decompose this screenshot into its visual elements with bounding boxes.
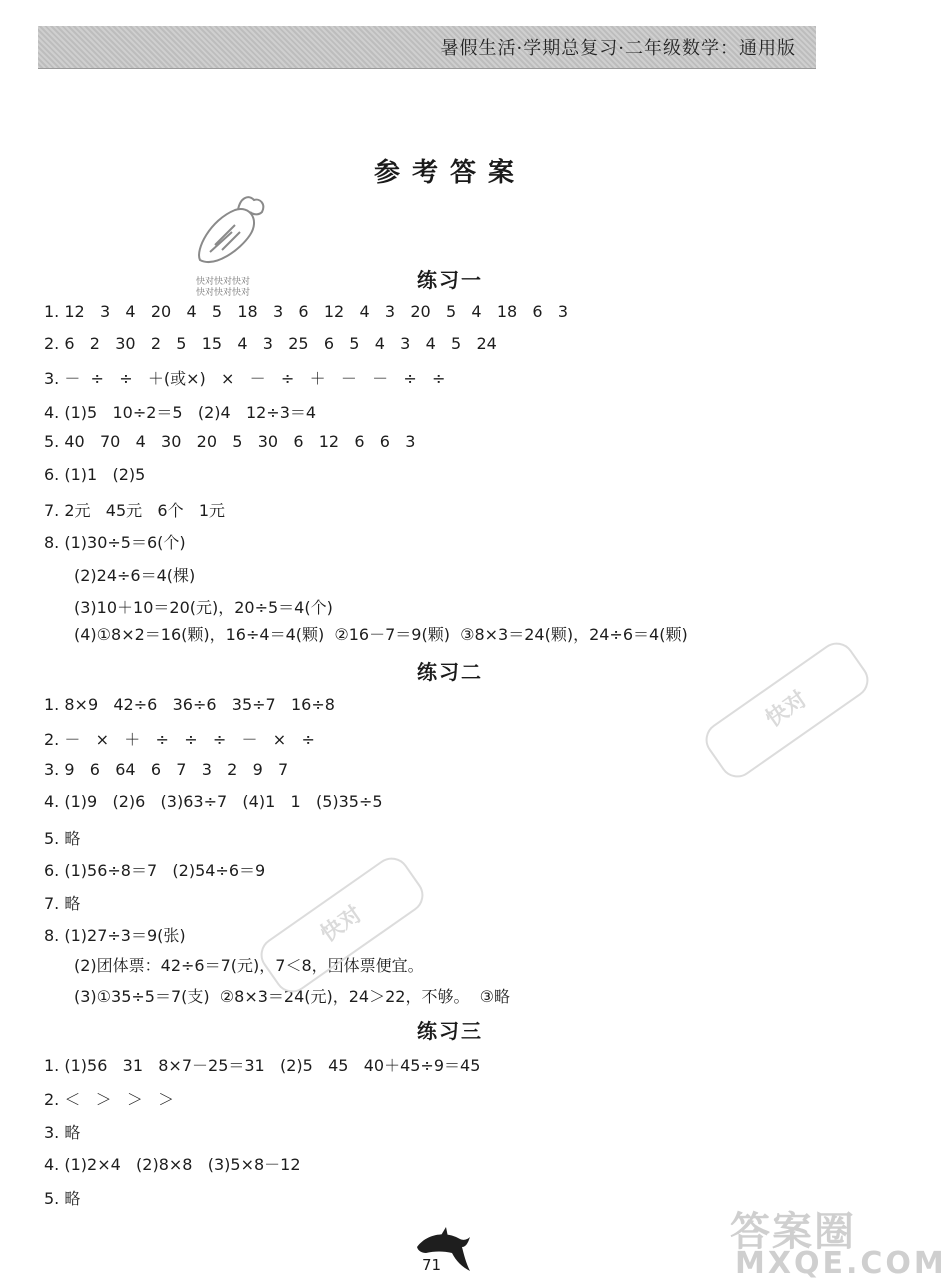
site-watermark-bottom: MXQE.COM — [735, 1246, 947, 1281]
stamp-line-2: 快对快对快对 — [196, 288, 251, 298]
answer-line: 1. 8×9 42÷6 36÷6 35÷7 16÷8 — [44, 695, 335, 714]
site-watermark-top: 答案圈 — [730, 1209, 856, 1255]
section-title-3: 练习三 — [417, 1019, 483, 1043]
section-title-1: 练习一 — [417, 268, 483, 292]
page-number: 71 — [422, 1256, 442, 1274]
answer-line: 2. 6 2 30 2 5 15 4 3 25 6 5 4 3 4 5 24 — [44, 334, 497, 353]
header-title: 暑假生活·学期总复习·二年级数学：通用版 — [440, 38, 796, 59]
answer-line: 3. 略 — [44, 1123, 81, 1142]
answer-line: 3. － ÷ ÷ ＋(或×) × － ÷ ＋ － － ÷ ÷ — [44, 369, 446, 388]
answer-line: 7. 略 — [44, 894, 81, 913]
answer-line: 4. (1)2×4 (2)8×8 (3)5×8－12 — [44, 1155, 301, 1174]
stamp-line-1: 快对快对快对 — [196, 277, 251, 287]
answer-line: 1. 12 3 4 20 4 5 18 3 6 12 4 3 20 5 4 18 6 3 — [44, 302, 569, 321]
page-title: 参考答案 — [373, 158, 526, 188]
header-band — [38, 26, 816, 69]
answer-line: 5. 略 — [44, 829, 81, 848]
answer-line: (3)10＋10＝20(元)，20÷5＝4(个) — [74, 598, 333, 617]
answer-line: 8. (1)30÷5＝6(个) — [44, 533, 186, 552]
answer-line: (3)①35÷5＝7(支) ②8×3＝24(元)，24＞22，不够。 ③略 — [74, 987, 510, 1006]
answer-line: 2. ＜ ＞ ＞ ＞ — [44, 1090, 175, 1109]
answer-line: 4. (1)5 10÷2＝5 (2)4 12÷3＝4 — [44, 403, 317, 422]
answer-line: (2)团体票：42÷6＝7(元)，7＜8，团体票便宜。 — [74, 956, 424, 975]
answer-line: 4. (1)9 (2)6 (3)63÷7 (4)1 1 (5)35÷5 — [44, 792, 383, 811]
answer-line: (4)①8×2＝16(颗)，16÷4＝4(颗) ②16－7＝9(颗) ③8×3＝24(颗)，24÷6＝4(颗) — [74, 625, 688, 644]
answer-line: 2. － × ＋ ÷ ÷ ÷ － × ÷ — [44, 730, 315, 749]
answer-line: 3. 9 6 64 6 7 3 2 9 7 — [44, 760, 289, 779]
answer-line: 5. 40 70 4 30 20 5 30 6 12 6 6 3 — [44, 432, 416, 451]
section-title-2: 练习二 — [417, 660, 483, 684]
dolphin-icon — [412, 1225, 472, 1275]
kuaidui-watermark: 快对 — [254, 851, 431, 1000]
answer-line: 6. (1)1 (2)5 — [44, 465, 146, 484]
answer-line: 1. (1)56 31 8×7－25＝31 (2)5 45 40＋45÷9＝45 — [44, 1056, 481, 1075]
answer-line: 7. 2元 45元 6个 1元 — [44, 501, 226, 520]
answer-line: (2)24÷6＝4(棵) — [74, 566, 196, 585]
kuaidui-watermark: 快对 — [699, 636, 876, 785]
answer-line: 6. (1)56÷8＝7 (2)54÷6＝9 — [44, 861, 266, 880]
answer-line: 5. 略 — [44, 1189, 81, 1208]
answer-line: 8. (1)27÷3＝9(张) — [44, 926, 186, 945]
